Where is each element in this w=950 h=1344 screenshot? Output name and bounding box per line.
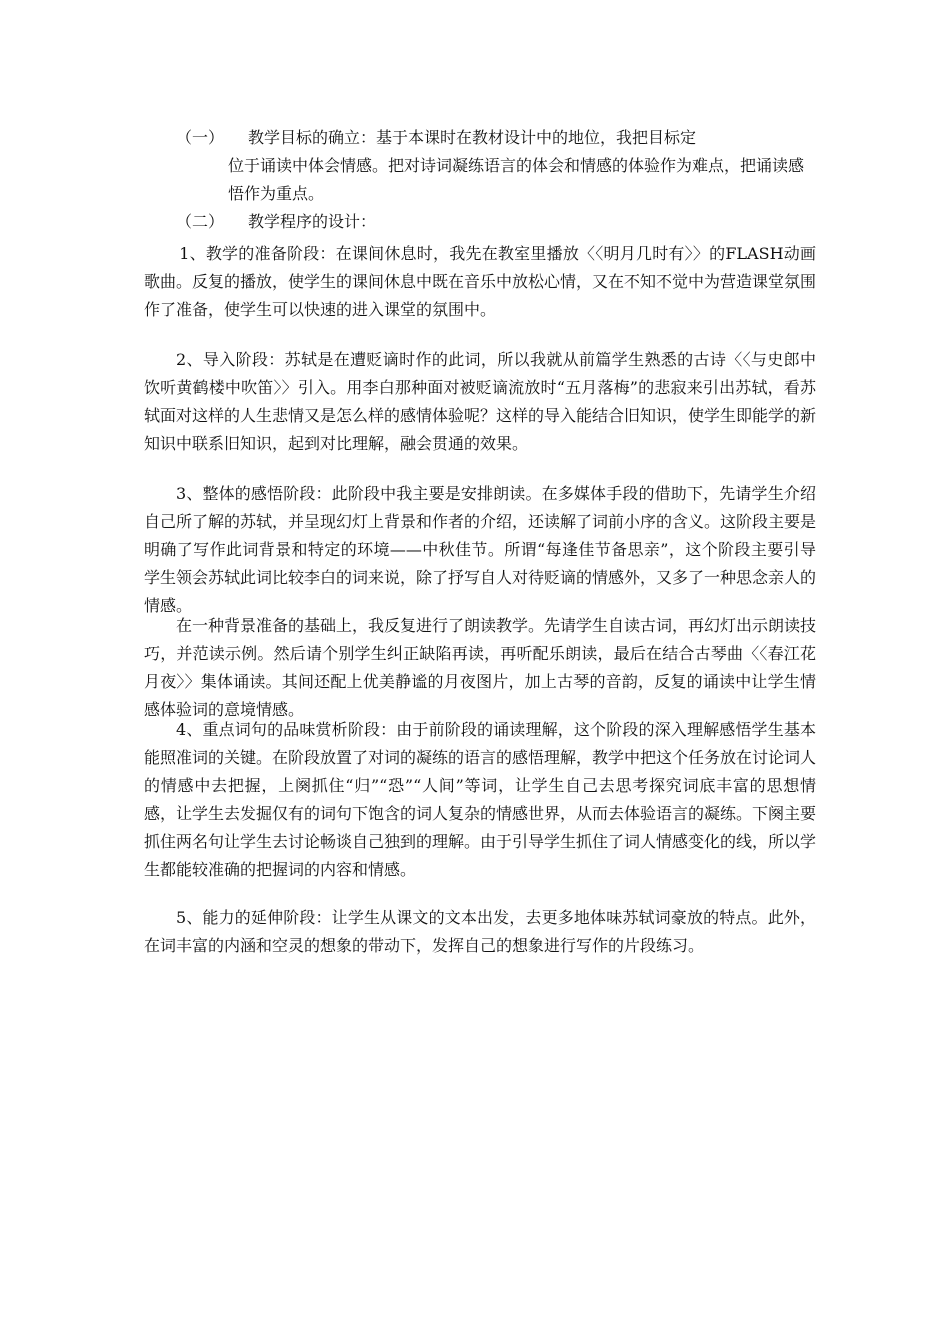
paragraph-key-phrases-stage: 4、重点词句的品味赏析阶段：由于前阶段的诵读理解，这个阶段的深入理解感悟学生基本能照准词的关键。在阶段放置了对词的凝练的语言的感悟理解，教学中把这个任务放在讨论词人的情感中去把握，上阕抓住“归”“恐”“人间”等词，让学生自己去思考探究词底丰富的思想情感，让学生去发掘仅有的词句下饱含的词人复杂的情感世界，从而去体验语言的凝练。下阕主要抓住两名句让学生去讨论畅谈自己独到的理解。由于引导学生抓住了词人情感变化的线，所以学生都能较准确的把握词的内容和情感。 <box>144 720 817 879</box>
paragraph-introduction-stage: 2、导入阶段：苏轼是在遭贬谪时作的此词，所以我就从前篇学生熟悉的古诗〈〈与史郎中饮听黄鹤楼中吹笛〉〉引入。用李白那种面对被贬谪流放时“五月落梅”的悲寂来引出苏轼，看苏轼面对这样的人生悲情又是怎么样的感情体验呢？这样的导入能结合旧知识，使学生即能学的新知识中联系旧知识，起到对比理解，融会贯通的效果。 <box>144 350 817 453</box>
section-2-number: （二） <box>176 212 225 231</box>
section-2-text: 教学程序的设计： <box>248 212 377 231</box>
paragraph-reading-practice: 在一种背景准备的基础上，我反复进行了朗读教学。先请学生自读古词，再幻灯出示朗读技巧，并范读示例。然后请个别学生纠正缺陷再读，再听配乐朗读，最后在结合古琴曲〈〈春江花月夜〉〉集体诵读。其间还配上优美静谧的月夜图片，加上古琴的音韵，反复的诵读中让学生情感体验词的意境情感。 <box>144 616 817 719</box>
section-1-continuation: 位于诵读中体会情感。把对诗词凝练语言的体会和情感的体验作为难点，把诵读感悟作为重点。 <box>228 156 805 203</box>
section-2-heading <box>176 208 376 236</box>
section-1-heading <box>176 124 696 152</box>
paragraph-preparation-stage: 1、教学的准备阶段：在课间休息时，我先在教室里播放〈〈明月几时有〉〉的FLASH动画歌曲。反复的播放，使学生的课间休息中既在音乐中放松心情，又在不知不觉中为营造课堂氛围作了准备，使学生可以快速的进入课堂的氛围中。 <box>144 244 817 319</box>
section-1-number: （一） <box>176 128 225 147</box>
paragraph-extension-stage: 5、能力的延伸阶段：让学生从课文的文本出发，去更多地体味苏轼词豪放的特点。此外，在词丰富的内涵和空灵的想象的带动下，发挥自己的想象进行写作的片段练习。 <box>144 908 816 955</box>
paragraph-overall-perception-stage: 3、整体的感悟阶段：此阶段中我主要是安排朗读。在多媒体手段的借助下，先请学生介绍自己所了解的苏轼，并呈现幻灯上背景和作者的介绍，还读解了词前小序的含义。这阶段主要是明确了写作此词背景和特定的环境——中秋佳节。所谓“每逢佳节备思亲”，这个阶段主要引导学生领会苏轼此词比较李白的词来说，除了抒写自人对待贬谪的情感外，又多了一种思念亲人的情感。 <box>144 484 817 615</box>
section-1-first-line: 教学目标的确立：基于本课时在教材设计中的地位，我把目标定 <box>248 128 697 147</box>
